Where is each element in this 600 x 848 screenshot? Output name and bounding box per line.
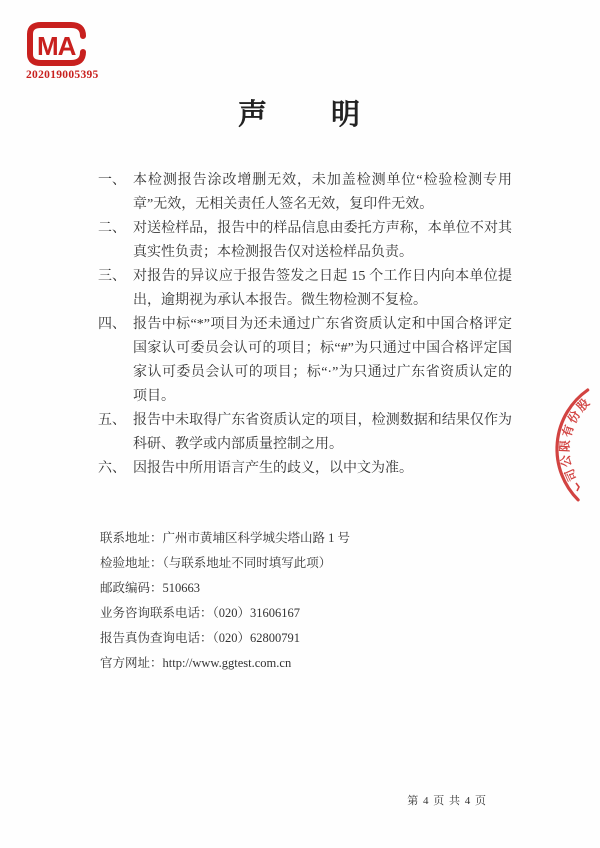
contact-label: 官方网址： bbox=[100, 656, 163, 670]
page-title: 声 明 bbox=[237, 99, 362, 131]
cma-certificate-number: 202019005395 bbox=[26, 69, 99, 81]
seal-char: 有 bbox=[559, 423, 577, 439]
contact-label: 邮政编码： bbox=[100, 581, 163, 595]
statement-item-1 bbox=[98, 169, 512, 217]
contact-value: 510663 bbox=[162, 581, 201, 595]
contact-info bbox=[100, 526, 350, 676]
contact-address bbox=[100, 526, 350, 551]
statement-number: 五、 bbox=[98, 413, 126, 428]
statement-text: 因报告中所用语言产生的歧义，以中文为准。 bbox=[133, 461, 413, 476]
contact-value: http://www.ggtest.com.cn bbox=[162, 656, 292, 670]
statement-item-4 bbox=[98, 313, 512, 409]
cma-logo bbox=[26, 20, 106, 81]
postal-code bbox=[100, 576, 350, 601]
company-seal-stamp bbox=[540, 355, 600, 535]
business-phone bbox=[100, 601, 350, 626]
cma-mark-icon bbox=[26, 20, 98, 68]
statement-list bbox=[98, 169, 512, 481]
inspection-address bbox=[100, 551, 350, 576]
seal-char: 股 bbox=[573, 395, 593, 415]
page-number: 第 4 页 共 4 页 bbox=[407, 795, 487, 807]
statement-item-3 bbox=[98, 265, 512, 313]
contact-value: 广州市黄埔区科学城尖塔山路 1 号 bbox=[162, 531, 351, 545]
statement-item-6 bbox=[98, 457, 512, 481]
statement-number: 二、 bbox=[98, 221, 126, 236]
seal-arc-icon bbox=[540, 355, 600, 535]
seal-char: 公 bbox=[558, 453, 574, 469]
contact-label: 联系地址： bbox=[100, 531, 163, 545]
contact-label: 检验地址： bbox=[100, 556, 163, 570]
contact-value: （与联系地址不同时填写此项） bbox=[162, 556, 332, 570]
statement-number: 一、 bbox=[98, 173, 126, 188]
contact-value: （020）62800791 bbox=[212, 631, 301, 645]
statement-text: 对报告的异议应于报告签发之日起 15 个工作日内向本单位提出，逾期视为承认本报告。微生物检测不复检。 bbox=[133, 269, 512, 308]
contact-label: 报告真伪查询电话： bbox=[100, 631, 213, 645]
statement-text: 本检测报告涂改增删无效，未加盖检测单位“检验检测专用章”无效，无相关责任人签名无效，复印件无效。 bbox=[133, 173, 512, 212]
cma-ma-letters: MA bbox=[37, 31, 76, 61]
seal-char: 限 bbox=[557, 439, 573, 453]
statement-item-5 bbox=[98, 409, 512, 457]
seal-char: 份 bbox=[564, 408, 584, 426]
verification-phone bbox=[100, 626, 350, 651]
statement-number: 三、 bbox=[98, 269, 126, 284]
statement-number: 四、 bbox=[98, 317, 126, 332]
seal-inner-mark bbox=[576, 483, 579, 491]
statement-text: 报告中标“*”项目为还未通过广东省资质认定和中国合格评定国家认可委员会认可的项目；标“#”为只通过中国合格评定国家认可委员会认可的项目；标“·”为只通过广东省资质认定的项目。 bbox=[133, 317, 512, 404]
statement-item-2 bbox=[98, 217, 512, 265]
contact-value: （020）31606167 bbox=[212, 606, 301, 620]
contact-label: 业务咨询联系电话： bbox=[100, 606, 213, 620]
statement-text: 报告中未取得广东省资质认定的项目，检测数据和结果仅作为科研、教学或内部质量控制之用。 bbox=[133, 413, 512, 452]
seal-char: 司 bbox=[562, 466, 580, 484]
official-website bbox=[100, 651, 350, 676]
statement-number: 六、 bbox=[98, 461, 126, 476]
statement-text: 对送检样品，报告中的样品信息由委托方声称，本单位不对其真实性负责；本检测报告仅对送检样品负责。 bbox=[133, 221, 512, 260]
